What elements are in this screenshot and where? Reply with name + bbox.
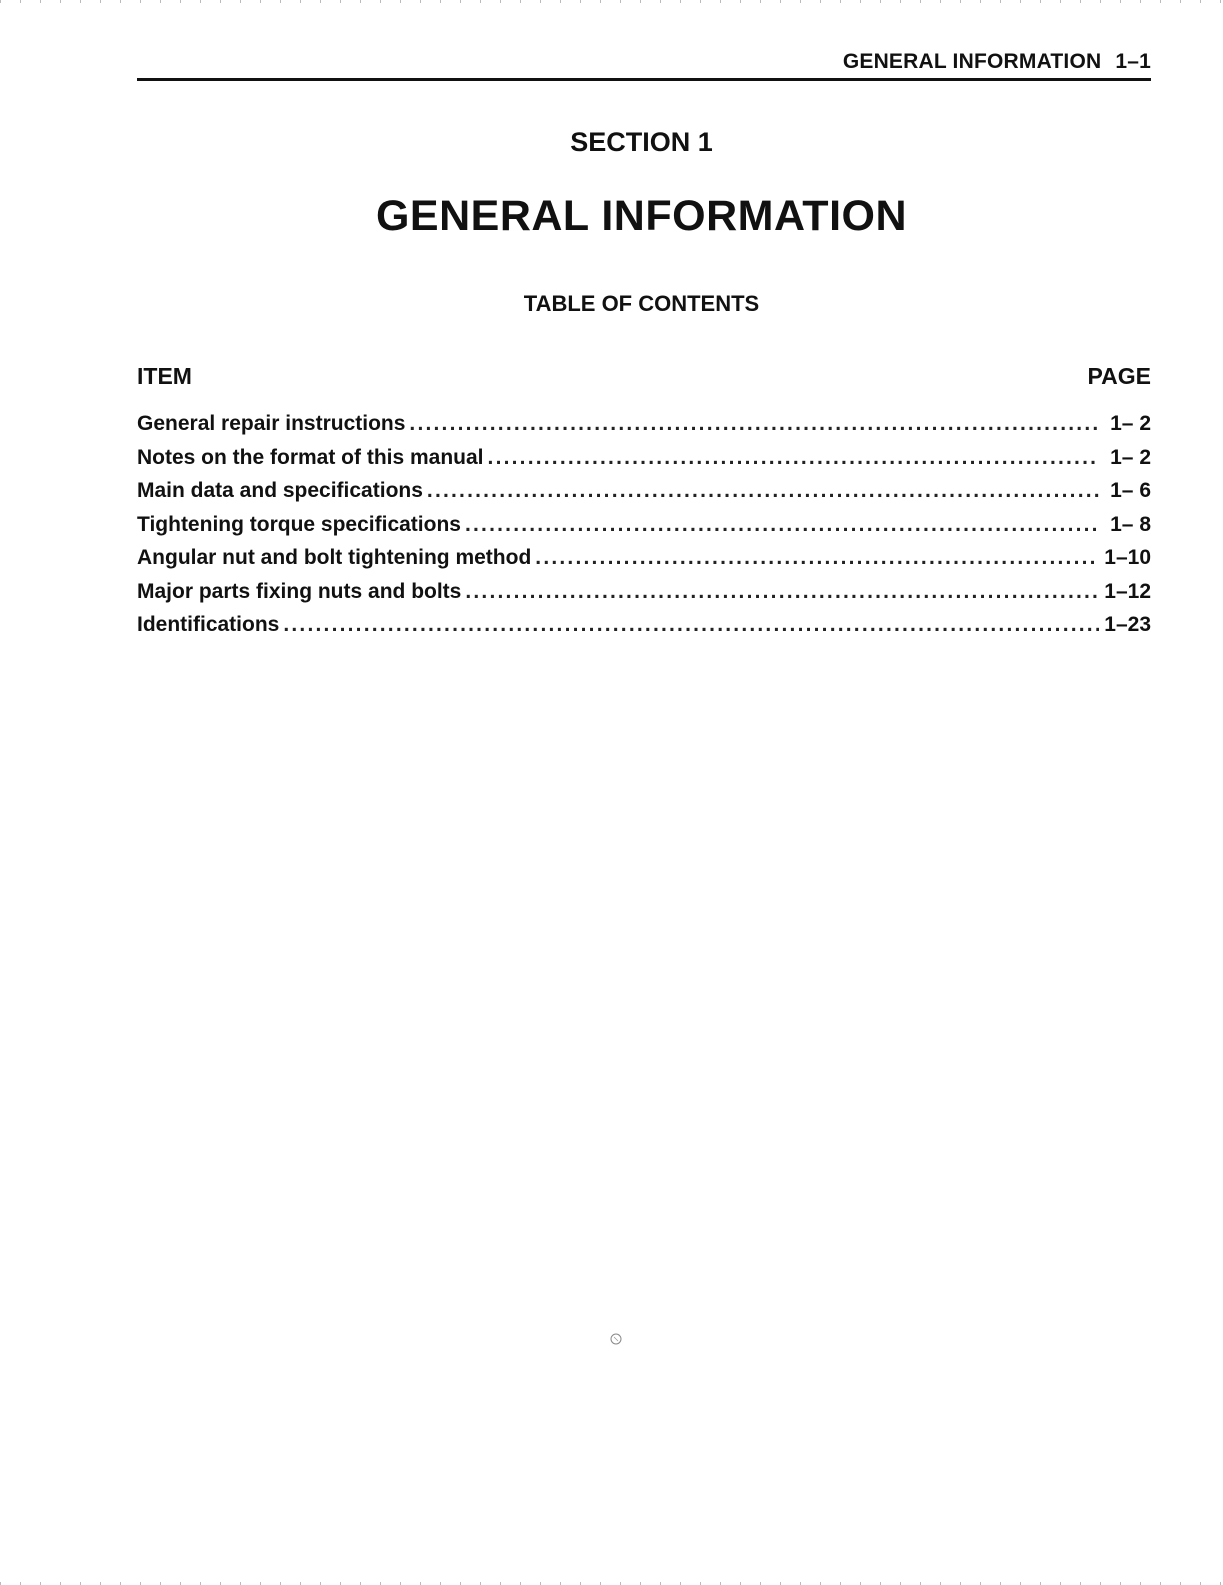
toc-entry-label: Tightening torque specifications	[137, 512, 461, 536]
toc-entry-label: Identifications	[137, 613, 280, 636]
dot-leader	[465, 513, 1099, 537]
dot-leader	[535, 546, 1099, 570]
toc-entry-main-data-and-specifications[interactable]	[137, 479, 1151, 513]
toc-entry-label: Notes on the format of this manual	[137, 445, 484, 469]
toc-entry-label: Main data and specifications	[137, 479, 423, 502]
toc-entry-tightening-torque-specifications[interactable]	[137, 513, 1151, 547]
toc-entry-major-parts-fixing[interactable]	[137, 580, 1151, 614]
toc-entry-page: 1– 8	[1110, 512, 1151, 536]
running-header-title: GENERAL INFORMATION	[842, 50, 1102, 73]
section-label: SECTION 1	[570, 127, 713, 157]
toc-entry-page: 1– 2	[1110, 445, 1151, 469]
toc-heading: TABLE OF CONTENTS	[523, 291, 760, 316]
toc-entry-general-repair-instructions[interactable]	[137, 412, 1151, 446]
toc-entry-page: 1–10	[1104, 546, 1151, 569]
toc-entry-label: Major parts fixing nuts and bolts	[137, 579, 462, 603]
dot-leader	[409, 412, 1099, 436]
registration-mark-icon	[609, 1332, 623, 1346]
toc-entry-angular-nut-and-bolt[interactable]	[137, 546, 1151, 580]
running-header-page-number: 1–1	[1115, 50, 1151, 73]
toc-entry-page: 1– 6	[1110, 479, 1151, 502]
page-column-header: PAGE	[1087, 363, 1151, 389]
toc-entry-label: Angular nut and bolt tightening method	[137, 546, 532, 569]
toc-entry-page: 1–23	[1104, 613, 1151, 636]
dot-leader	[283, 613, 1099, 637]
toc-entry-label: General repair instructions	[137, 412, 406, 435]
running-header	[137, 48, 1151, 81]
page-title: GENERAL INFORMATION	[375, 192, 908, 240]
item-column-header: ITEM	[137, 363, 192, 389]
toc-entry-notes-on-format[interactable]	[137, 446, 1151, 480]
toc-entry-identifications[interactable]	[137, 613, 1151, 647]
dot-leader	[427, 479, 1099, 503]
running-header-text	[843, 50, 1151, 74]
scan-edge-top	[0, 0, 1223, 3]
dot-leader	[488, 446, 1099, 470]
dot-leader	[465, 580, 1099, 604]
toc-list	[137, 412, 1151, 647]
toc-entry-page: 1– 2	[1110, 412, 1151, 435]
toc-entry-page: 1–12	[1104, 579, 1151, 603]
